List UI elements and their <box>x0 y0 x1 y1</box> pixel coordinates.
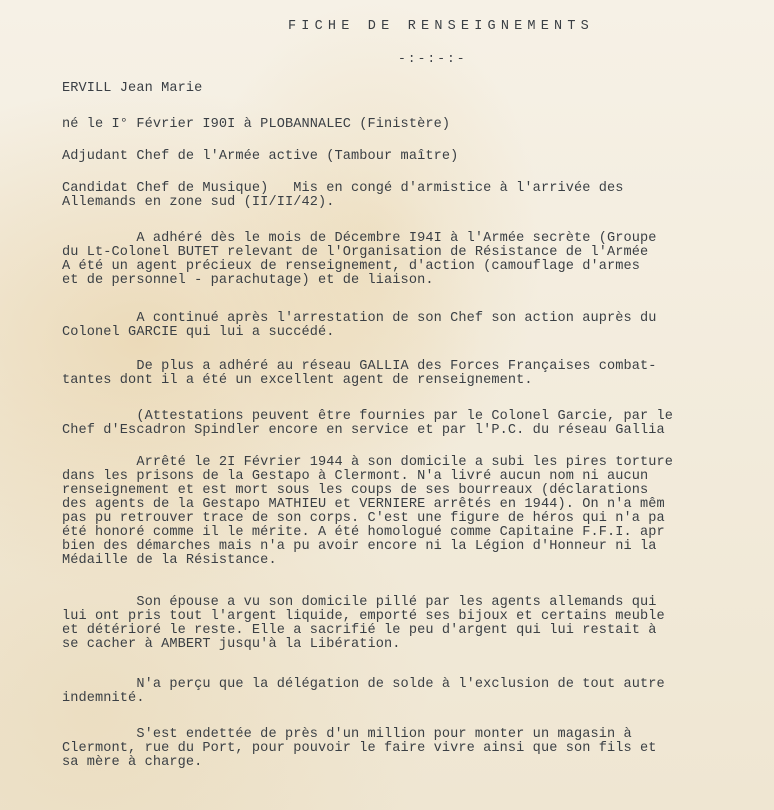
person-name-line: ERVILL Jean Marie <box>62 81 203 96</box>
paragraph-line: et détérioré le reste. Elle a sacrifié le peu d'argent qui lui restait à <box>62 623 657 638</box>
paragraph-line: Colonel GARCIE qui lui a succédé. <box>62 325 335 340</box>
paragraph-line: Chef d'Escadron Spindler encore en service et par l'P.C. du réseau Gallia <box>62 423 665 438</box>
paragraph-line: pas pu retrouver trace de son corps. C'est une figure de héros qui n'a pa <box>62 511 665 526</box>
paragraph-line: tantes dont il a été un excellent agent de renseignement. <box>62 373 533 388</box>
paragraph-line: et de personnel - parachutage) et de liaison. <box>62 273 434 288</box>
paragraph-line: des agents de la Gestapo MATHIEU et VERNIERE arrêtés en 1944). On n'a mêm <box>62 497 665 512</box>
paragraph-line: dans les prisons de la Gestapo à Clermont. N'a livré aucun nom ni aucun <box>62 469 649 484</box>
paragraph-line: Candidat Chef de Musique) Mis en congé d'armistice à l'arrivée des <box>62 181 624 196</box>
paragraph-line: lui ont pris tout l'argent liquide, emporté ses bijoux et certains meuble <box>62 609 665 624</box>
paragraph-line: Clermont, rue du Port, pour pouvoir le faire vivre ainsi que son fils et <box>62 741 657 756</box>
paragraph-line: Son épouse a vu son domicile pillé par les agents allemands qui <box>62 595 657 610</box>
rank-line: Adjudant Chef de l'Armée active (Tambour maître) <box>62 149 459 164</box>
paragraph-line: été honoré comme il le mérite. A été homologué comme Capitaine F.F.I. apr <box>62 525 665 540</box>
paragraph-line: N'a perçu que la délégation de solde à l'exclusion de tout autre <box>62 677 665 692</box>
birth-line: né le I° Février I90I à PLOBANNALEC (Finistère) <box>62 117 451 132</box>
paragraph-line: sa mère à charge. <box>62 755 203 770</box>
paragraph-line: (Attestations peuvent être fournies par le Colonel Garcie, par le <box>62 409 674 424</box>
paragraph-line: renseignement et est mort sous les coups de ses bourreaux (déclarations <box>62 483 649 498</box>
title-separator: -:-:-:- <box>398 51 467 66</box>
paragraph-line: Allemands en zone sud (II/II/42). <box>62 195 335 210</box>
paragraph-line: A continué après l'arrestation de son Chef son action auprès du <box>62 311 657 326</box>
paragraph-line: Arrêté le 2I Février 1944 à son domicile a subi les pires torture <box>62 455 674 470</box>
document-title: FICHE DE RENSEIGNEMENTS <box>288 19 594 34</box>
paragraph-line: du Lt-Colonel BUTET relevant de l'Organisation de Résistance de l'Armée <box>62 245 649 260</box>
paragraph-line: indemnité. <box>62 691 145 706</box>
paragraph-line: Médaille de la Résistance. <box>62 553 277 568</box>
paragraph-line: bien des démarches mais n'a pu avoir encore ni la Légion d'Honneur ni la <box>62 539 657 554</box>
paragraph-line: A été un agent précieux de renseignement, d'action (camouflage d'armes <box>62 259 641 274</box>
paragraph-line: se cacher à AMBERT jusqu'à la Libération. <box>62 637 401 652</box>
paragraph-line: A adhéré dès le mois de Décembre I94I à l'Armée secrète (Groupe <box>62 231 657 246</box>
paragraph-line: De plus a adhéré au réseau GALLIA des Forces Françaises combat- <box>62 359 657 374</box>
paragraph-line: S'est endettée de près d'un million pour monter un magasin à <box>62 727 632 742</box>
